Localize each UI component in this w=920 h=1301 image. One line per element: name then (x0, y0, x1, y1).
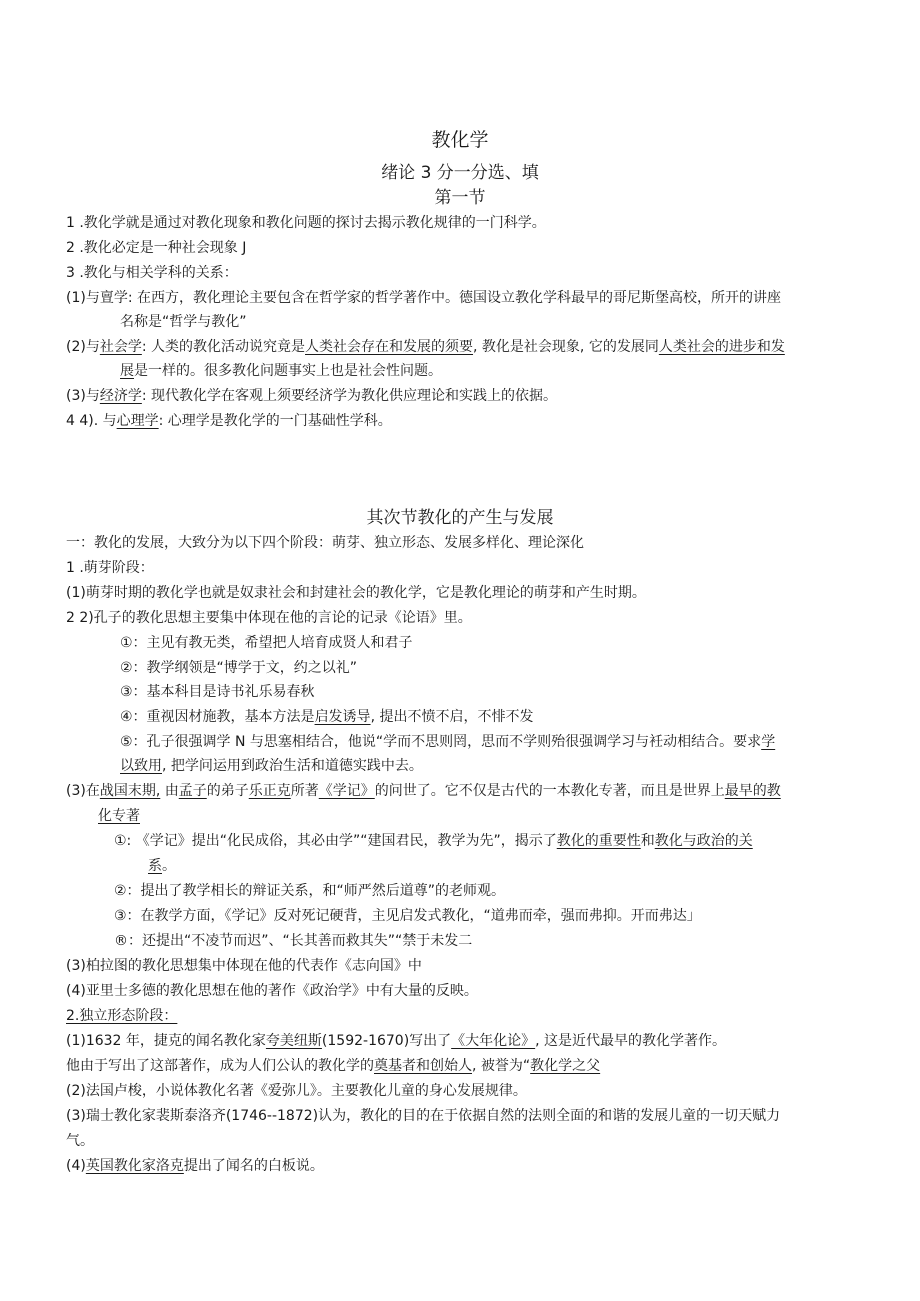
list-item (120, 732, 775, 752)
underlined-term: 最早的教 (724, 783, 781, 799)
text-line: (2)法国卢梭，小说体教化名著《爱弥儿》。主要教化儿童的身心发展规律。 (66, 1083, 527, 1099)
text-span: (3)在 (66, 783, 100, 799)
text-line (148, 856, 176, 876)
underlined-term: 展 (120, 363, 134, 379)
text-span: ⑤：孔子很强调学 N 与思塞相结合，他说“学而不思则罔，思而不学则殆很强调学习与衽动相结合。要求 (120, 734, 762, 750)
text-span: ①: 《学记》提出“化民成俗，其必由学”“建国君民，教学为先”，揭示了 (114, 833, 557, 849)
list-item: ③：在教学方面，《学记》反对死记硬背，主见启发式教化，“道弗而牵，强而弗抑。开而弗达｣ (114, 908, 694, 924)
list-item: ®：还提出“不凌节而迟”、“长其善而救其失”“禁于未发二 (114, 933, 473, 949)
underlined-term: 社会学 (99, 339, 142, 355)
text-line (98, 806, 140, 826)
text-line (120, 756, 423, 776)
text-line: (1)萌芽时期的教化学也就是奴隶社会和封建社会的教化学，它是教化理论的萌芽和产生时期。 (66, 585, 646, 601)
text-line (66, 337, 785, 357)
underlined-term: 《学记》 (318, 783, 375, 799)
text-span: ④：重视因材施教，基本方法是 (120, 709, 315, 725)
text-span: (3)与 (66, 388, 100, 404)
text-span: 所著 (290, 783, 319, 799)
text-span: 的问世了。它不仅是古代的一本教化专著，而且是世界上 (374, 783, 725, 799)
text-span: 的弟子 (206, 783, 249, 799)
text-span: (1592-1670)写出了 (321, 1033, 452, 1049)
list-item (120, 707, 533, 727)
text-span: : 人类的教化活动说究竟是 (141, 339, 306, 355)
underlined-term: 孟子 (178, 783, 207, 799)
text-span: 提出了闻名的白板说。 (183, 1158, 324, 1174)
text-span: , 把学问运用到政治生活和道德实践中去。 (162, 758, 423, 774)
underlined-term: 人类社会存在和发展的须要 (305, 339, 474, 355)
text-span: 他由于写出了这部著作，成为人们公认的教化学的 (66, 1058, 374, 1074)
subsection-heading: 2.独立形态阶段： (66, 1008, 178, 1024)
text-line (66, 1156, 324, 1176)
text-span: 。 (162, 858, 176, 874)
text-line: 1 .萌芽阶段： (66, 560, 154, 576)
underlined-term: 启发诱导 (314, 709, 371, 725)
section-1-heading: 第一节 (434, 188, 486, 208)
text-line: (3)柏拉图的教化思想集中体现在他的代表作《志向国》中 (66, 958, 422, 974)
underlined-term: 学 (761, 734, 776, 750)
underlined-term: 化专著 (98, 808, 140, 824)
text-span: , 被誉为“ (472, 1058, 531, 1074)
underlined-term: 乐正克 (248, 783, 291, 799)
underlined-term: 系 (148, 858, 162, 874)
text-line: (4)亚里士多德的教化思想在他的著作《政治学》中有大量的反映。 (66, 983, 478, 999)
underlined-term: 教化与政治的关 (654, 833, 753, 849)
underlined-term: 夸美纽斯 (265, 1033, 322, 1049)
text-span: 4 4). 与 (66, 413, 117, 429)
underlined-term: 心理学 (116, 413, 159, 429)
text-span: , 这是近代最早的教化学著作。 (535, 1033, 727, 1049)
text-span: 和 (640, 833, 655, 849)
list-item: ①：主见有教无类，希望把人培育成贤人和君子 (120, 635, 413, 651)
text-line: 一：教化的发展，大致分为以下四个阶段：萌芽、独立形态、发展多样化、理论深化 (66, 535, 584, 551)
text-span: , 教化是社会现象, 它的发展同 (473, 339, 659, 355)
text-line (120, 361, 442, 381)
section-2-heading: 其次节教化的产生与发展 (366, 508, 554, 528)
text-span: (4) (66, 1158, 86, 1174)
underlined-term: 英国教化家洛克 (85, 1158, 184, 1174)
text-span: (1)1632 年，捷克的闻名教化家 (66, 1033, 266, 1049)
list-item (114, 831, 753, 851)
text-span: : 心理学是教化学的一门基础性学科。 (158, 413, 392, 429)
text-line (66, 386, 557, 406)
introduction-heading: 绪论 3 分一分选、填 (381, 163, 539, 183)
text-line: 3 .教化与相关学科的关系： (66, 265, 238, 281)
text-line: 2 .教化必定是一种社会现象 J (66, 240, 247, 256)
text-line (66, 1031, 726, 1051)
underlined-term: 人类社会的进步和发 (658, 339, 785, 355)
underlined-term: 以致用 (120, 758, 162, 774)
text-span: : 现代教化学在客观上须要经济学为教化供应理论和实践上的依据。 (141, 388, 558, 404)
text-span: 由 (160, 783, 179, 799)
underlined-term: 经济学 (99, 388, 142, 404)
underlined-term: 教化学之父 (530, 1058, 601, 1074)
text-line: 1 .教化学就是通过对教化现象和教化问题的探讨去揭示教化规律的一门科学。 (66, 215, 546, 231)
text-span: 是一样的。很多教化问题事实上也是社会性问题。 (134, 363, 442, 379)
underlined-term: 奠基者和创始人 (374, 1058, 472, 1074)
underlined-term: 战国末期, (99, 783, 161, 799)
text-line: 气。 (66, 1133, 94, 1149)
text-line (66, 781, 781, 801)
underlined-term: 《大年化论》 (451, 1033, 536, 1049)
list-item: ③：基本科目是诗书礼乐易春秋 (120, 684, 315, 700)
document-title: 教化学 (431, 129, 489, 151)
text-span: , 提出不愤不启，不悱不发 (370, 709, 534, 725)
list-item: ②：教学纲领是“博学于文，约之以礼” (120, 660, 358, 676)
text-line (66, 1056, 600, 1076)
text-line: (3)瑞士教化家裴斯泰洛齐(1746--1872)认为，教化的目的在于依据自然的法则全面的和谐的发展儿童的一切天赋力 (66, 1108, 781, 1124)
text-span: (2)与 (66, 339, 100, 355)
text-line: (1)与亶学: 在西方，教化理论主要包含在哲学家的哲学著作中。德国设立教化学科最早的哥尼斯堡高校，所开的讲座 (66, 290, 781, 306)
list-item: ②：提出了教学相长的辩证关系，和“师严然后道尊”的老师观。 (114, 883, 506, 899)
text-line (66, 411, 392, 431)
text-line: 2 2)孔子的教化思想主要集中体现在他的言论的记录《论语》里。 (66, 610, 472, 626)
underlined-term: 教化的重要性 (556, 833, 641, 849)
text-line: 名称是“哲学与教化” (120, 314, 247, 330)
